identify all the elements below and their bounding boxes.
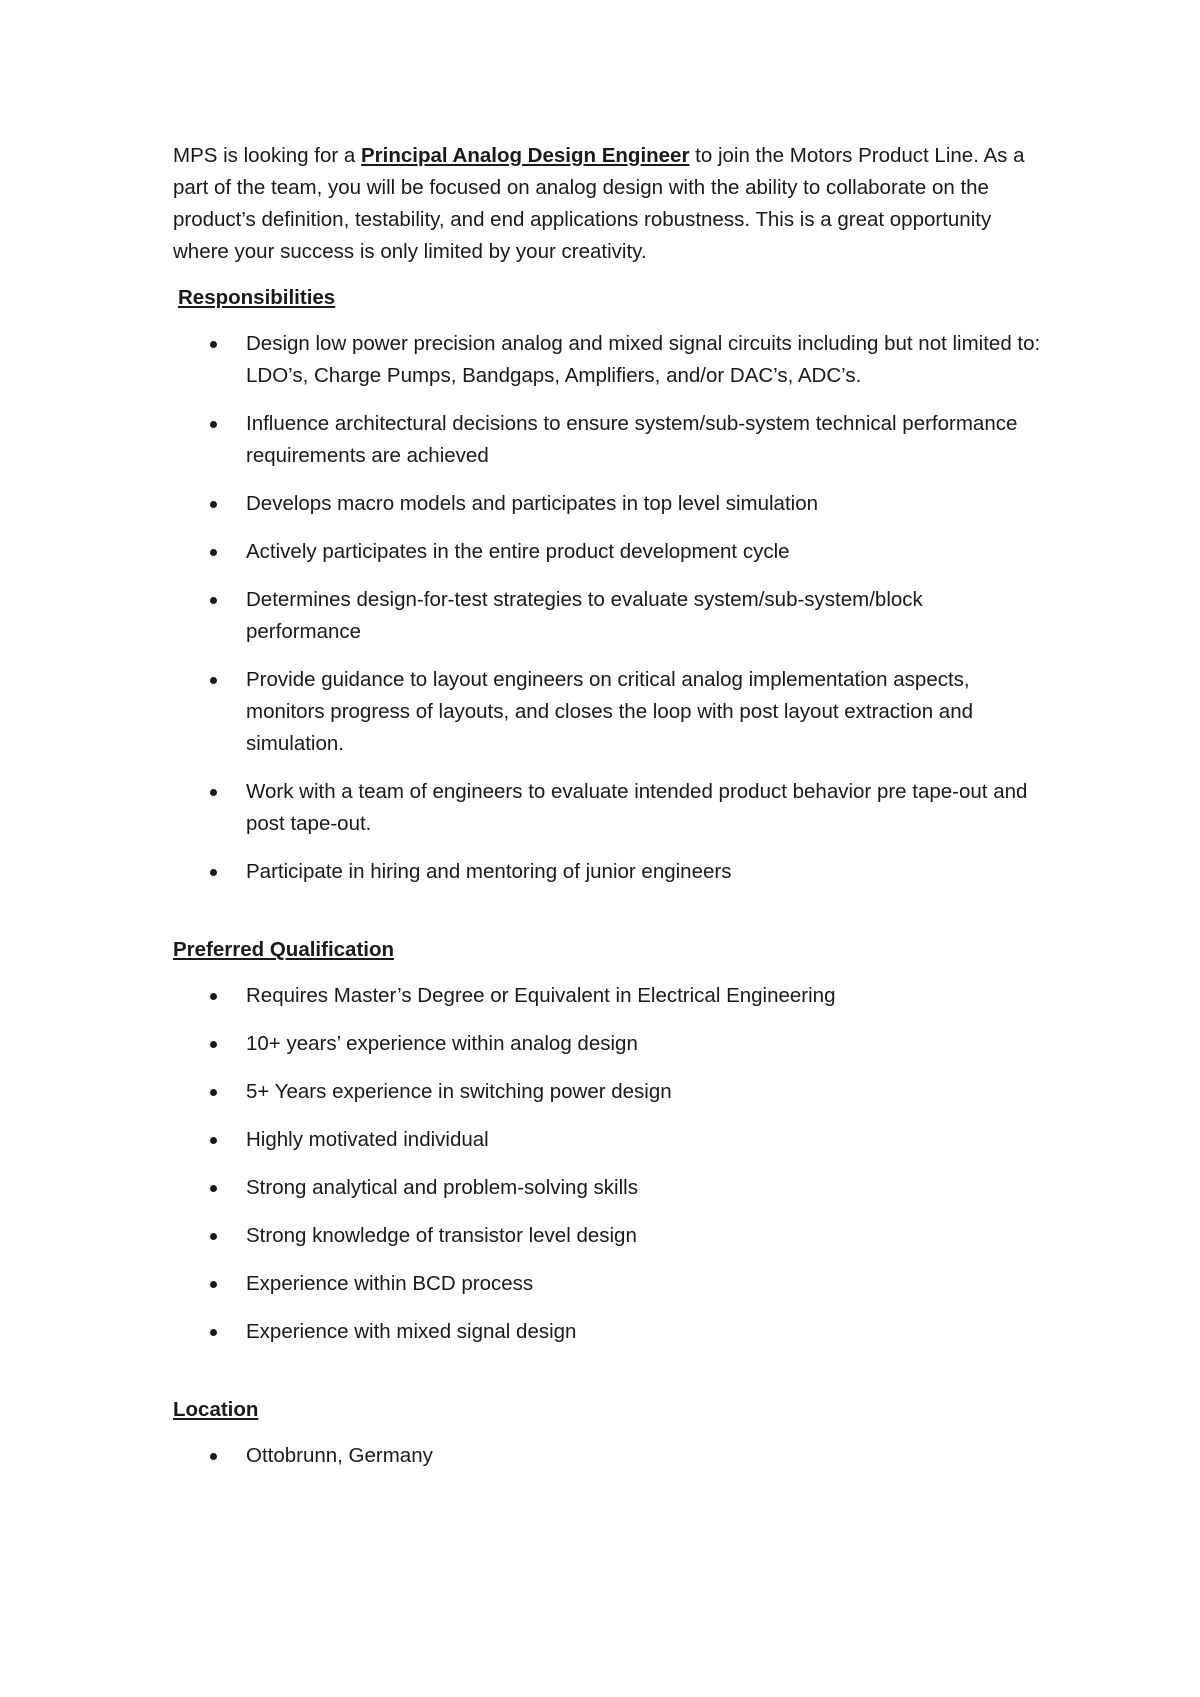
list-item-text: Strong knowledge of transistor level design [246,1224,637,1247]
bullet-icon [210,1089,217,1096]
intro-suffix: to join the Motors Product Line. As a part of the team, you will be focused on analog design with the ability to collaborate on the product’s definition, testability, and end applications robustness. This is a great opportunity where your success is only limited by your creativity. [173,144,1025,263]
list-item [173,1028,1043,1060]
list-item-text: Work with a team of engineers to evaluate intended product behavior pre tape-out and post tape-out. [246,780,1028,835]
list-item-text: Influence architectural decisions to ensure system/sub-system technical performance requirements are achieved [246,412,1018,467]
list-item [173,1076,1043,1108]
bullet-icon [210,549,217,556]
document-page [173,140,1043,1488]
list-item-text: Participate in hiring and mentoring of junior engineers [246,860,732,883]
bullet-icon [210,597,217,604]
list-item [173,328,1043,392]
bullet-icon [210,1137,217,1144]
list-item-text: Design low power precision analog and mixed signal circuits including but not limited to: LDO’s, Charge Pumps, Bandgaps, Amplifiers, and/or DAC’s, ADC’s. [246,332,1041,387]
bullet-icon [210,1453,217,1460]
list-item-text: Strong analytical and problem-solving skills [246,1176,638,1199]
list-item [173,1220,1043,1252]
list-item-text: Highly motivated individual [246,1128,489,1151]
bullet-icon [210,1185,217,1192]
qualification-list [173,980,1043,1348]
list-item-text: Develops macro models and participates in top level simulation [246,492,819,515]
list-item-text: Actively participates in the entire product development cycle [246,540,790,563]
list-item [173,980,1043,1012]
list-item-text: 10+ years’ experience within analog design [246,1032,638,1055]
bullet-icon [210,789,217,796]
list-item [173,664,1043,760]
list-item-text: 5+ Years experience in switching power design [246,1080,672,1103]
list-item [173,1172,1043,1204]
list-item-text: Determines design-for-test strategies to evaluate system/sub-system/block performance [246,588,923,643]
list-item [173,1124,1043,1156]
bullet-icon [210,1041,217,1048]
list-item [173,488,1043,520]
bullet-icon [210,421,217,428]
list-item [173,1440,1043,1472]
list-item [173,1316,1043,1348]
list-item-text: Provide guidance to layout engineers on critical analog implementation aspects, monitors progress of layouts, and closes the loop with post layout extraction and simulation. [246,668,974,755]
responsibilities-list [173,328,1043,888]
job-title: Principal Analog Design Engineer [361,144,690,167]
bullet-icon [210,1233,217,1240]
list-item [173,536,1043,568]
responsibilities-heading: Responsibilities [178,286,336,309]
intro-paragraph [173,140,1043,268]
list-item-text: Ottobrunn, Germany [246,1444,433,1467]
bullet-icon [210,341,217,348]
list-item-text: Requires Master’s Degree or Equivalent in Electrical Engineering [246,984,836,1007]
qualification-heading: Preferred Qualification [173,938,395,961]
bullet-icon [210,1281,217,1288]
intro-prefix: MPS is looking for a [173,144,361,167]
bullet-icon [210,677,217,684]
list-item-text: Experience with mixed signal design [246,1320,577,1343]
list-item [173,776,1043,840]
list-item-text: Experience within BCD process [246,1272,534,1295]
bullet-icon [210,993,217,1000]
list-item [173,856,1043,888]
list-item [173,584,1043,648]
bullet-icon [210,501,217,508]
list-item [173,408,1043,472]
bullet-icon [210,1329,217,1336]
location-heading: Location [173,1398,259,1421]
location-list [173,1440,1043,1472]
bullet-icon [210,869,217,876]
list-item [173,1268,1043,1300]
